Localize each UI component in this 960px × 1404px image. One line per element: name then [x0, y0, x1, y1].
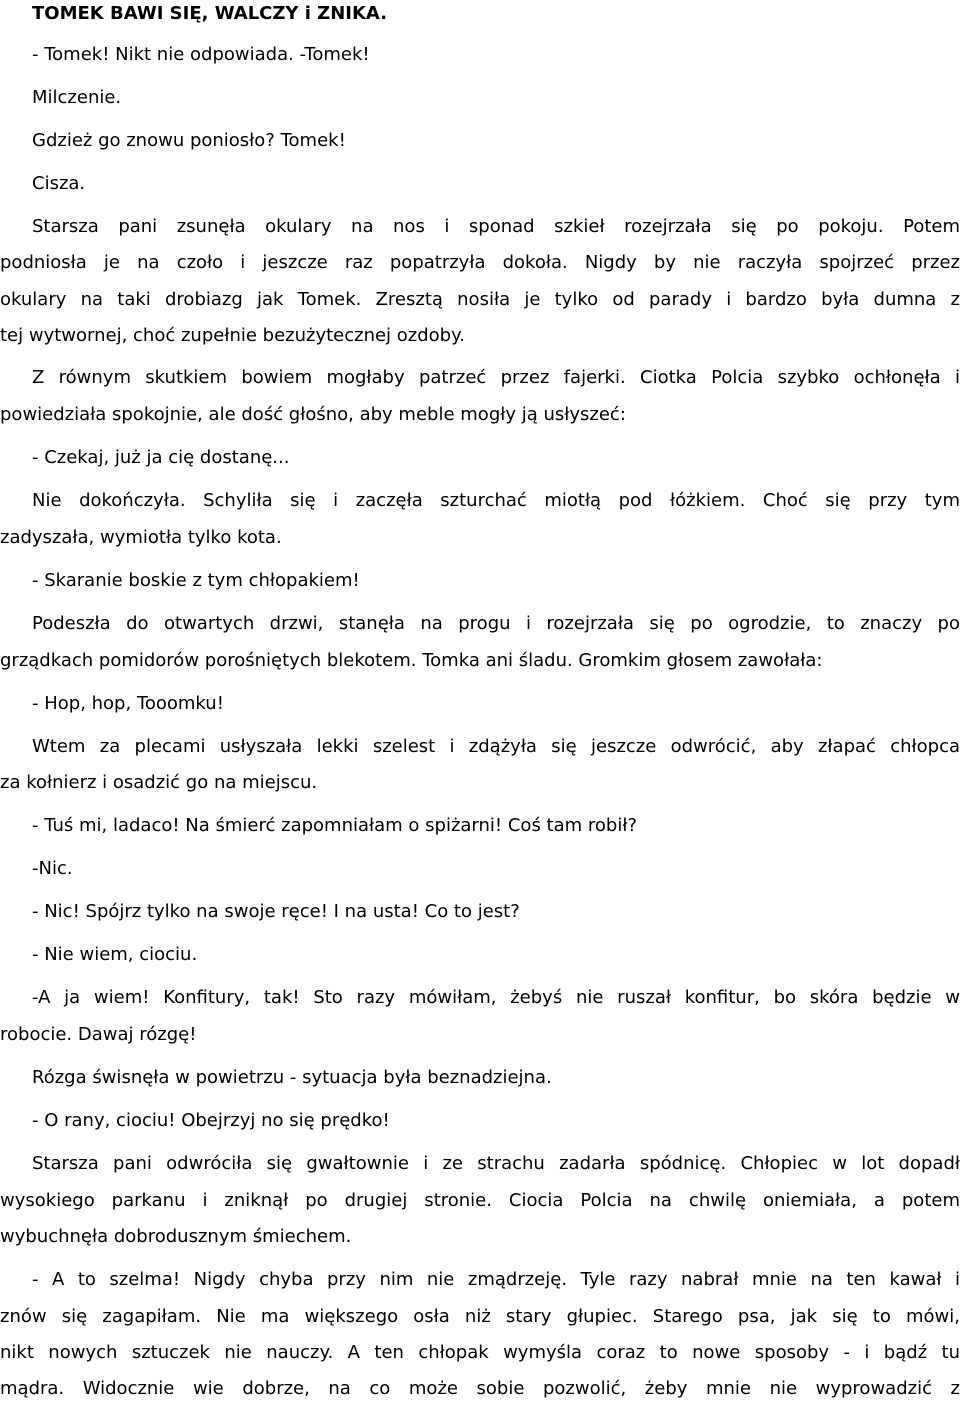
text-line: - Skaranie boskie z tym chłopakiem!: [32, 570, 360, 591]
text-line: Z równym skutkiem bowiem mogłaby patrzeć przez fajerki. Ciotka Polcia szybko ochłonęła i: [32, 367, 960, 388]
text-line: Gdzież go znowu poniosło? Tomek!: [32, 130, 346, 151]
text-line: - Tomek! Nikt nie odpowiada. -Tomek!: [32, 44, 370, 65]
text-line: powiedziała spokojnie, ale dość głośno, aby meble mogły ją usłyszeć:: [0, 404, 626, 425]
text-line: wybuchnęła dobrodusznym śmiechem.: [0, 1226, 352, 1247]
text-line: Nie dokończyła. Schyliła się i zaczęła szturchać miotłą pod łóżkiem. Choć się przy tym: [32, 490, 960, 511]
document-title: TOMEK BAWI SIĘ, WALCZY i ZNIKA.: [32, 3, 388, 24]
text-line: Starsza pani odwróciła się gwałtownie i ze strachu zadarła spódnicę. Chłopiec w lot dopadł: [32, 1153, 960, 1174]
text-line: - A to szelma! Nigdy chyba przy nim nie zmądrzeję. Tyle razy nabrał mnie na ten kawał i: [32, 1269, 960, 1290]
text-line: - Nie wiem, ciociu.: [32, 944, 198, 965]
text-line: robocie. Dawaj rózgę!: [0, 1024, 197, 1045]
text-line: wysokiego parkanu i zniknął po drugiej stronie. Ciocia Polcia na chwilę oniemiała, a potem: [0, 1190, 960, 1211]
text-line: Rózga świsnęła w powietrzu - sytuacja była beznadziejna.: [32, 1067, 552, 1088]
text-line: znów się zagapiłam. Nie ma większego osła niż stary głupiec. Starego psa, jak się to mówi,: [0, 1306, 960, 1327]
text-line: grządkach pomidorów porośniętych blekotem. Tomka ani śladu. Gromkim głosem zawołała:: [0, 650, 823, 671]
text-line: tej wytwornej, choć zupełnie bezużytecznej ozdoby.: [0, 325, 465, 346]
text-line: - Nic! Spójrz tylko na swoje ręce! I na usta! Co to jest?: [32, 901, 520, 922]
text-line: -A ja wiem! Konfitury, tak! Sto razy mówiłam, żebyś nie ruszał konfitur, bo skóra będzie w: [32, 987, 960, 1008]
text-line: okulary na taki drobiazg jak Tomek. Zresztą nosiła je tylko od parady i bardzo była dumna z: [0, 289, 960, 310]
text-line: podniosła je na czoło i jeszcze raz popatrzyła dokoła. Nigdy by nie raczyła spojrzeć przez: [0, 252, 960, 273]
text-line: Wtem za plecami usłyszała lekki szelest i zdążyła się jeszcze odwrócić, aby złapać chłopca: [32, 736, 960, 757]
text-line: - Czekaj, już ja cię dostanę...: [32, 447, 290, 468]
text-line: - Tuś mi, ladaco! Na śmierć zapomniałam o spiżarni! Coś tam robił?: [32, 815, 638, 836]
text-line: Milczenie.: [32, 87, 122, 108]
text-line: Starsza pani zsunęła okulary na nos i sponad szkieł rozejrzała się po pokoju. Potem: [32, 216, 960, 237]
text-line: - O rany, ciociu! Obejrzyj no się prędko!: [32, 1110, 390, 1131]
text-line: mądra. Widocznie wie dobrze, na co może sobie pozwolić, żeby mnie nie wyprowadzić z: [0, 1378, 960, 1399]
text-line: za kołnierz i osadzić go na miejscu.: [0, 772, 318, 793]
text-line: - Hop, hop, Tooomku!: [32, 693, 224, 714]
text-line: zadyszała, wymiotła tylko kota.: [0, 527, 282, 548]
text-line: nikt nowych sztuczek nie nauczy. A ten chłopak wymyśla coraz to nowe sposoby - i bądź tu: [0, 1342, 960, 1363]
text-line: -Nic.: [32, 858, 73, 879]
text-line: Cisza.: [32, 173, 86, 194]
text-line: Podeszła do otwartych drzwi, stanęła na progu i rozejrzała się po ogrodzie, to znaczy po: [32, 613, 960, 634]
